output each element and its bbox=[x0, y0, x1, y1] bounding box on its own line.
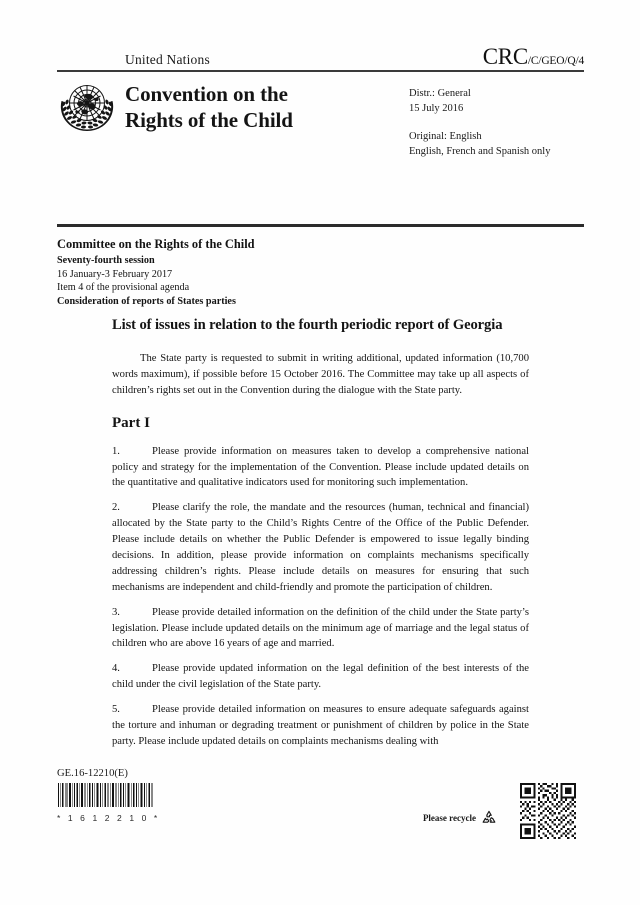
item-text: Please provide updated information on the legal definition of the best interests of the child under the civil legislation of the State party. bbox=[112, 663, 529, 691]
committee-session: Seventy-fourth session bbox=[57, 254, 155, 266]
masthead bbox=[57, 44, 584, 160]
list-item bbox=[112, 500, 529, 595]
available-languages: English, French and Spanish only bbox=[409, 145, 551, 157]
item-number: 1. bbox=[112, 445, 120, 457]
committee-consideration: Consideration of reports of States parties bbox=[57, 296, 236, 308]
recycle-icon bbox=[480, 809, 498, 827]
job-code: GE.16-12210(E) bbox=[57, 768, 128, 779]
item-text: Please provide detailed information on measures to ensure adequate safeguards against the torture and inhuman or degrading treatment or punishment of children by police in the State party. Please include updated details on complaints mechanisms dealing with bbox=[112, 704, 529, 747]
masthead-top-row bbox=[57, 44, 584, 69]
committee-agenda-item: Item 4 of the provisional agenda bbox=[57, 282, 190, 294]
intro-paragraph: The State party is requested to submit in writing additional, updated information (10,700 words maximum), if possible before 15 October 2016. The Committee may take up all aspects of children’s rights set out in the Convention during the dialogue with the State party. bbox=[112, 352, 529, 396]
organization-name: United Nations bbox=[125, 52, 210, 67]
list-item bbox=[112, 702, 529, 750]
document-symbol bbox=[483, 45, 584, 68]
main-content bbox=[112, 316, 529, 759]
item-text: Please clarify the role, the mandate and the resources (human, technical and financial) allocated by the State party to the Child’s Rights Centre of the Office of the Public Defender. Please include details on whether the Public Defender is empowered to issue legally binding decisions. In addition, please provide information on complaints mechanisms specifically addressing children’s rights. Please include details on measures for ensuring that such mechanisms are independent and child-friendly and promote the participation of children. bbox=[112, 502, 529, 593]
list-item bbox=[112, 605, 529, 653]
masthead-rule-bottom bbox=[57, 224, 584, 227]
item-number: 3. bbox=[112, 606, 120, 618]
document-title bbox=[125, 79, 409, 160]
item-number: 4. bbox=[112, 663, 120, 675]
recycle-mark bbox=[423, 809, 498, 827]
document-title-line2: Rights of the Child bbox=[125, 108, 293, 133]
original-language: Original: English bbox=[409, 130, 482, 142]
part-heading: Part I bbox=[112, 414, 150, 431]
distribution-block bbox=[409, 79, 584, 160]
list-item bbox=[112, 444, 529, 492]
distribution-type: Distr.: General bbox=[409, 88, 471, 99]
item-text: Please provide detailed information on the definition of the child under the State party’s legislation. Please include updated details on the minimum age of marriage and the legal status of children who are above 16 years of age and married. bbox=[112, 606, 529, 650]
list-item bbox=[112, 661, 529, 693]
document-title-line1: Convention on the bbox=[125, 82, 288, 106]
barcode bbox=[57, 783, 155, 807]
distribution-spacer bbox=[409, 117, 584, 130]
distribution-date: 15 July 2016 bbox=[409, 102, 464, 114]
document-symbol-sub: /C/GEO/Q/4 bbox=[527, 55, 584, 67]
un-emblem bbox=[57, 81, 117, 133]
item-number: 5. bbox=[112, 704, 120, 716]
barcode-number: * 1 6 1 2 2 1 0 * bbox=[57, 813, 160, 823]
page-footer bbox=[57, 768, 584, 848]
page-title: List of issues in relation to the fourth periodic report of Georgia bbox=[112, 317, 503, 333]
qr-code bbox=[520, 783, 576, 839]
un-emblem-container bbox=[57, 79, 125, 160]
masthead-rule-top bbox=[57, 70, 584, 72]
item-number: 2. bbox=[112, 502, 120, 514]
committee-dates: 16 January-3 February 2017 bbox=[57, 268, 173, 280]
masthead-body bbox=[57, 79, 584, 160]
recycle-label: Please recycle bbox=[422, 813, 476, 823]
committee-name: Committee on the Rights of the Child bbox=[57, 237, 255, 251]
document-symbol-main: CRC bbox=[482, 44, 528, 69]
item-text: Please provide information on measures taken to develop a comprehensive national policy and strategy for the implementation of the Convention. Please include updated details on the quantitative and qualitative indicators used for monitoring such implementation. bbox=[112, 445, 529, 489]
committee-block bbox=[57, 236, 584, 309]
